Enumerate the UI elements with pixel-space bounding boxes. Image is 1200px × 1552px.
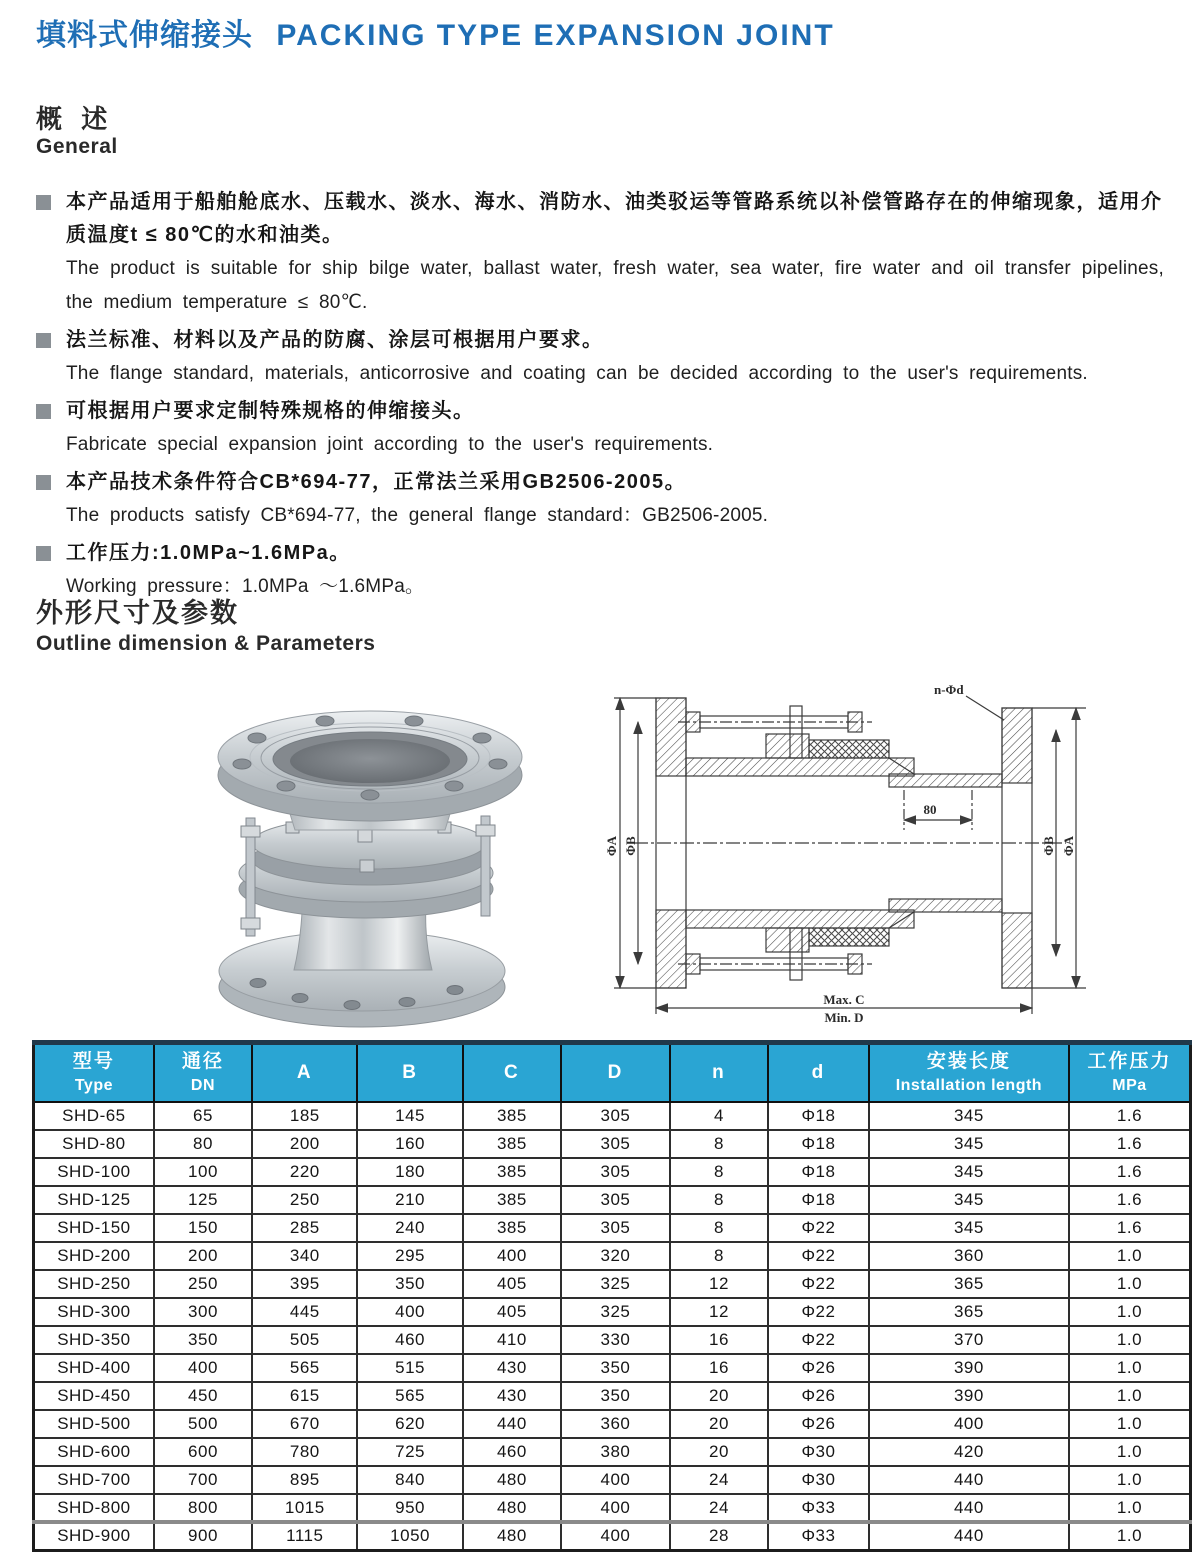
general-item-en: The product is suitable for ship bilge water, ballast water, fresh water, sea water, fire water and oil transfer pipelines, the medium temperature ≤ 80℃. — [66, 258, 1164, 313]
table-cell: 725 — [357, 1438, 462, 1466]
table-cell: 950 — [357, 1494, 462, 1522]
table-cell: 330 — [561, 1326, 670, 1354]
bullet-square-icon — [36, 546, 51, 561]
col-header-c: C — [463, 1043, 561, 1103]
table-cell: 285 — [252, 1214, 357, 1242]
table-cell: 240 — [357, 1214, 462, 1242]
table-cell: 460 — [463, 1438, 561, 1466]
figures-row — [36, 668, 1164, 1036]
table-cell: 8 — [670, 1214, 768, 1242]
table-cell: 400 — [561, 1522, 670, 1550]
table-cell: 360 — [561, 1410, 670, 1438]
table-row — [34, 1354, 1191, 1382]
col-header-a: A — [252, 1043, 357, 1103]
table-cell: Φ18 — [768, 1186, 869, 1214]
bullet-square-icon — [36, 404, 51, 419]
table-cell: 390 — [869, 1354, 1069, 1382]
table-cell: 500 — [154, 1410, 252, 1438]
table-cell: 24 — [670, 1494, 768, 1522]
table-cell: 350 — [154, 1326, 252, 1354]
table-cell: 250 — [252, 1186, 357, 1214]
table-cell: Φ26 — [768, 1410, 869, 1438]
general-item — [36, 324, 1164, 391]
table-cell: SHD-300 — [34, 1298, 154, 1326]
table-cell: 345 — [869, 1102, 1069, 1130]
table-cell: Φ22 — [768, 1214, 869, 1242]
table-cell: 1.0 — [1069, 1326, 1191, 1354]
table-cell: Φ30 — [768, 1466, 869, 1494]
table-cell: 400 — [357, 1298, 462, 1326]
col-header-n: n — [670, 1043, 768, 1103]
table-cell: 350 — [561, 1354, 670, 1382]
table-cell: 445 — [252, 1298, 357, 1326]
table-cell: 405 — [463, 1298, 561, 1326]
table-cell: 840 — [357, 1466, 462, 1494]
table-cell: 1.0 — [1069, 1466, 1191, 1494]
table-cell: 350 — [357, 1270, 462, 1298]
table-row — [34, 1438, 1191, 1466]
table-cell: 125 — [154, 1186, 252, 1214]
table-cell: 300 — [154, 1298, 252, 1326]
table-cell: Φ33 — [768, 1494, 869, 1522]
table-cell: 480 — [463, 1522, 561, 1550]
table-cell: 16 — [670, 1354, 768, 1382]
product-photo-image — [162, 670, 592, 1034]
general-item — [36, 537, 1164, 604]
table-cell: 220 — [252, 1158, 357, 1186]
table-cell: 450 — [154, 1382, 252, 1410]
table-cell: 780 — [252, 1438, 357, 1466]
table-cell: 180 — [357, 1158, 462, 1186]
table-cell: 345 — [869, 1186, 1069, 1214]
table-cell: 1.0 — [1069, 1438, 1191, 1466]
table-cell: 100 — [154, 1158, 252, 1186]
general-item-zh: 可根据用户要求定制特殊规格的伸缩接头。 — [66, 400, 475, 422]
table-cell: 430 — [463, 1382, 561, 1410]
table-cell: 405 — [463, 1270, 561, 1298]
table-cell: SHD-700 — [34, 1466, 154, 1494]
table-cell: SHD-100 — [34, 1158, 154, 1186]
table-cell: SHD-80 — [34, 1130, 154, 1158]
table-cell: 340 — [252, 1242, 357, 1270]
table-cell: 16 — [670, 1326, 768, 1354]
table-cell: 480 — [463, 1466, 561, 1494]
table-cell: 1.6 — [1069, 1186, 1191, 1214]
table-row — [34, 1130, 1191, 1158]
drawing-label-insert-depth: 80 — [923, 802, 937, 817]
table-cell: SHD-150 — [34, 1214, 154, 1242]
general-item-en: Working pressure：1.0MPa ～1.6MPa。 — [66, 576, 425, 597]
table-cell: 420 — [869, 1438, 1069, 1466]
table-cell: 440 — [463, 1410, 561, 1438]
table-cell: 900 — [154, 1522, 252, 1550]
table-row — [34, 1186, 1191, 1214]
table-row — [34, 1158, 1191, 1186]
table-cell: SHD-250 — [34, 1270, 154, 1298]
table-cell: SHD-900 — [34, 1522, 154, 1550]
table-row — [34, 1102, 1191, 1130]
table-cell: 385 — [463, 1214, 561, 1242]
table-cell: 385 — [463, 1158, 561, 1186]
technical-drawing-image — [604, 678, 1104, 1026]
outline-section-heading — [36, 596, 375, 658]
table-cell: 28 — [670, 1522, 768, 1550]
table-cell: 1.0 — [1069, 1354, 1191, 1382]
table-row — [34, 1494, 1191, 1522]
general-item-en: The flange standard, materials, anticorrosive and coating can be decided according to the user's requirements. — [66, 363, 1088, 384]
col-header-type: 型号 Type — [34, 1043, 154, 1103]
drawing-label-bolt-holes: n-Φd — [934, 682, 964, 697]
table-cell: 1.6 — [1069, 1130, 1191, 1158]
page-title-zh: 填料式伸缩接头 — [36, 19, 253, 52]
table-cell: 400 — [869, 1410, 1069, 1438]
col-header-b: B — [357, 1043, 462, 1103]
table-cell: 305 — [561, 1102, 670, 1130]
table-cell: 620 — [357, 1410, 462, 1438]
table-cell: 160 — [357, 1130, 462, 1158]
table-cell: SHD-350 — [34, 1326, 154, 1354]
table-cell: 385 — [463, 1102, 561, 1130]
table-cell: 8 — [670, 1158, 768, 1186]
table-cell: 400 — [154, 1354, 252, 1382]
table-cell: 380 — [561, 1438, 670, 1466]
table-cell: Φ18 — [768, 1158, 869, 1186]
table-cell: 1.6 — [1069, 1214, 1191, 1242]
table-cell: 360 — [869, 1242, 1069, 1270]
table-cell: 345 — [869, 1214, 1069, 1242]
col-header-install-length: 安装长度 Installation length — [869, 1043, 1069, 1103]
table-cell: 565 — [252, 1354, 357, 1382]
bullet-square-icon — [36, 475, 51, 490]
general-item — [36, 186, 1164, 320]
table-cell: 1.6 — [1069, 1158, 1191, 1186]
table-cell: 430 — [463, 1354, 561, 1382]
table-cell: 20 — [670, 1410, 768, 1438]
table-cell: 1.0 — [1069, 1522, 1191, 1550]
table-cell: 145 — [357, 1102, 462, 1130]
table-cell: Φ26 — [768, 1382, 869, 1410]
outline-heading-en: Outline dimension & Parameters — [36, 632, 376, 655]
table-cell: 8 — [670, 1130, 768, 1158]
col-header-pressure: 工作压力 MPa — [1069, 1043, 1191, 1103]
table-cell: 1015 — [252, 1494, 357, 1522]
bullet-square-icon — [36, 333, 51, 348]
table-cell: Φ18 — [768, 1102, 869, 1130]
table-cell: 1.0 — [1069, 1494, 1191, 1522]
table-cell: 1.6 — [1069, 1102, 1191, 1130]
table-row — [34, 1214, 1191, 1242]
table-cell: 12 — [670, 1270, 768, 1298]
table-cell: SHD-600 — [34, 1438, 154, 1466]
general-item-en: The products satisfy CB*694-77, the general flange standard：GB2506-2005. — [66, 505, 769, 526]
table-cell: 325 — [561, 1298, 670, 1326]
drawing-label-min-d: Min. D — [824, 1010, 864, 1025]
table-cell: 24 — [670, 1466, 768, 1494]
spec-table — [32, 1040, 1192, 1552]
table-cell: 200 — [252, 1130, 357, 1158]
table-cell: 20 — [670, 1382, 768, 1410]
table-cell: 295 — [357, 1242, 462, 1270]
table-cell: SHD-400 — [34, 1354, 154, 1382]
drawing-label-phi-b-left: ΦB — [623, 836, 638, 856]
table-cell: 480 — [463, 1494, 561, 1522]
table-cell: 1050 — [357, 1522, 462, 1550]
general-item — [36, 395, 1164, 462]
drawing-label-phi-a-left: ΦA — [604, 835, 619, 857]
general-heading-en: General — [36, 135, 118, 158]
table-cell: 700 — [154, 1466, 252, 1494]
table-cell: SHD-450 — [34, 1382, 154, 1410]
table-cell: 305 — [561, 1158, 670, 1186]
table-cell: 440 — [869, 1494, 1069, 1522]
table-cell: 365 — [869, 1298, 1069, 1326]
page-title-en: PACKING TYPE EXPANSION JOINT — [276, 19, 835, 52]
table-cell: SHD-500 — [34, 1410, 154, 1438]
table-cell: 895 — [252, 1466, 357, 1494]
drawing-label-phi-a-right: ΦA — [1061, 835, 1076, 857]
drawing-label-max-c: Max. C — [823, 992, 865, 1007]
table-row — [34, 1270, 1191, 1298]
table-row — [34, 1242, 1191, 1270]
table-cell: 505 — [252, 1326, 357, 1354]
table-row — [34, 1522, 1191, 1550]
col-header-d-dim: D — [561, 1043, 670, 1103]
table-cell: 12 — [670, 1298, 768, 1326]
table-cell: 8 — [670, 1186, 768, 1214]
table-cell: SHD-125 — [34, 1186, 154, 1214]
table-cell: 320 — [561, 1242, 670, 1270]
table-cell: Φ26 — [768, 1354, 869, 1382]
table-cell: 1.0 — [1069, 1410, 1191, 1438]
table-cell: Φ22 — [768, 1270, 869, 1298]
table-cell: 565 — [357, 1382, 462, 1410]
table-cell: 1.0 — [1069, 1270, 1191, 1298]
table-cell: 8 — [670, 1242, 768, 1270]
table-cell: 345 — [869, 1130, 1069, 1158]
table-cell: 200 — [154, 1242, 252, 1270]
general-item-en: Fabricate special expansion joint according to the user's requirements. — [66, 434, 714, 455]
page-title — [36, 10, 835, 54]
general-item-zh: 工作压力:1.0MPa~1.6MPa。 — [66, 542, 351, 564]
table-cell: 305 — [561, 1214, 670, 1242]
table-cell: 65 — [154, 1102, 252, 1130]
table-cell: Φ30 — [768, 1438, 869, 1466]
table-cell: 600 — [154, 1438, 252, 1466]
general-item-zh: 本产品适用于船舶舱底水、压载水、淡水、海水、消防水、油类驳运等管路系统以补偿管路存在的伸缩现象，适用介质温度t ≤ 80℃的水和油类。 — [66, 191, 1163, 246]
table-cell: SHD-800 — [34, 1494, 154, 1522]
table-cell: Φ22 — [768, 1326, 869, 1354]
table-cell: 1115 — [252, 1522, 357, 1550]
table-cell: SHD-65 — [34, 1102, 154, 1130]
table-cell: Φ33 — [768, 1522, 869, 1550]
bullet-square-icon — [36, 195, 51, 210]
table-row — [34, 1326, 1191, 1354]
table-cell: 460 — [357, 1326, 462, 1354]
spec-table-wrap — [32, 1040, 1192, 1548]
general-heading-zh: 概 述 — [36, 104, 114, 134]
table-cell: 410 — [463, 1326, 561, 1354]
table-cell: 1.0 — [1069, 1382, 1191, 1410]
table-cell: 80 — [154, 1130, 252, 1158]
col-header-d-hole: d — [768, 1043, 869, 1103]
table-cell: 395 — [252, 1270, 357, 1298]
table-cell: SHD-200 — [34, 1242, 154, 1270]
spec-table-body — [34, 1102, 1191, 1550]
general-section-heading — [36, 104, 118, 160]
table-cell: 365 — [869, 1270, 1069, 1298]
table-cell: 345 — [869, 1158, 1069, 1186]
table-cell: 440 — [869, 1522, 1069, 1550]
general-item-zh: 法兰标准、材料以及产品的防腐、涂层可根据用户要求。 — [66, 329, 604, 351]
table-row — [34, 1466, 1191, 1494]
table-cell: 185 — [252, 1102, 357, 1130]
table-cell: 1.0 — [1069, 1242, 1191, 1270]
table-cell: 305 — [561, 1186, 670, 1214]
table-cell: 385 — [463, 1186, 561, 1214]
table-cell: 4 — [670, 1102, 768, 1130]
table-cell: 1.0 — [1069, 1298, 1191, 1326]
outline-heading-zh: 外形尺寸及参数 — [36, 598, 239, 628]
table-cell: 800 — [154, 1494, 252, 1522]
table-cell: 440 — [869, 1466, 1069, 1494]
technical-drawing — [604, 678, 1104, 1026]
table-cell: 370 — [869, 1326, 1069, 1354]
table-cell: 305 — [561, 1130, 670, 1158]
general-items — [36, 186, 1164, 608]
table-cell: 350 — [561, 1382, 670, 1410]
table-cell: Φ22 — [768, 1298, 869, 1326]
product-photo — [162, 670, 592, 1034]
table-row — [34, 1410, 1191, 1438]
table-cell: 325 — [561, 1270, 670, 1298]
table-row — [34, 1298, 1191, 1326]
table-cell: 210 — [357, 1186, 462, 1214]
table-cell: 400 — [561, 1494, 670, 1522]
table-cell: 250 — [154, 1270, 252, 1298]
general-item — [36, 466, 1164, 533]
table-cell: 400 — [561, 1466, 670, 1494]
table-row — [34, 1382, 1191, 1410]
table-cell: Φ22 — [768, 1242, 869, 1270]
table-cell: 670 — [252, 1410, 357, 1438]
general-item-zh: 本产品技术条件符合CB*694-77，正常法兰采用GB2506-2005。 — [66, 471, 687, 493]
drawing-label-phi-b-right: ΦB — [1041, 836, 1056, 856]
table-cell: 515 — [357, 1354, 462, 1382]
table-cell: 400 — [463, 1242, 561, 1270]
table-cell: 150 — [154, 1214, 252, 1242]
table-cell: Φ18 — [768, 1130, 869, 1158]
table-cell: 390 — [869, 1382, 1069, 1410]
table-cell: 20 — [670, 1438, 768, 1466]
table-header-row — [34, 1043, 1191, 1103]
table-cell: 385 — [463, 1130, 561, 1158]
table-cell: 615 — [252, 1382, 357, 1410]
col-header-dn: 通径 DN — [154, 1043, 252, 1103]
